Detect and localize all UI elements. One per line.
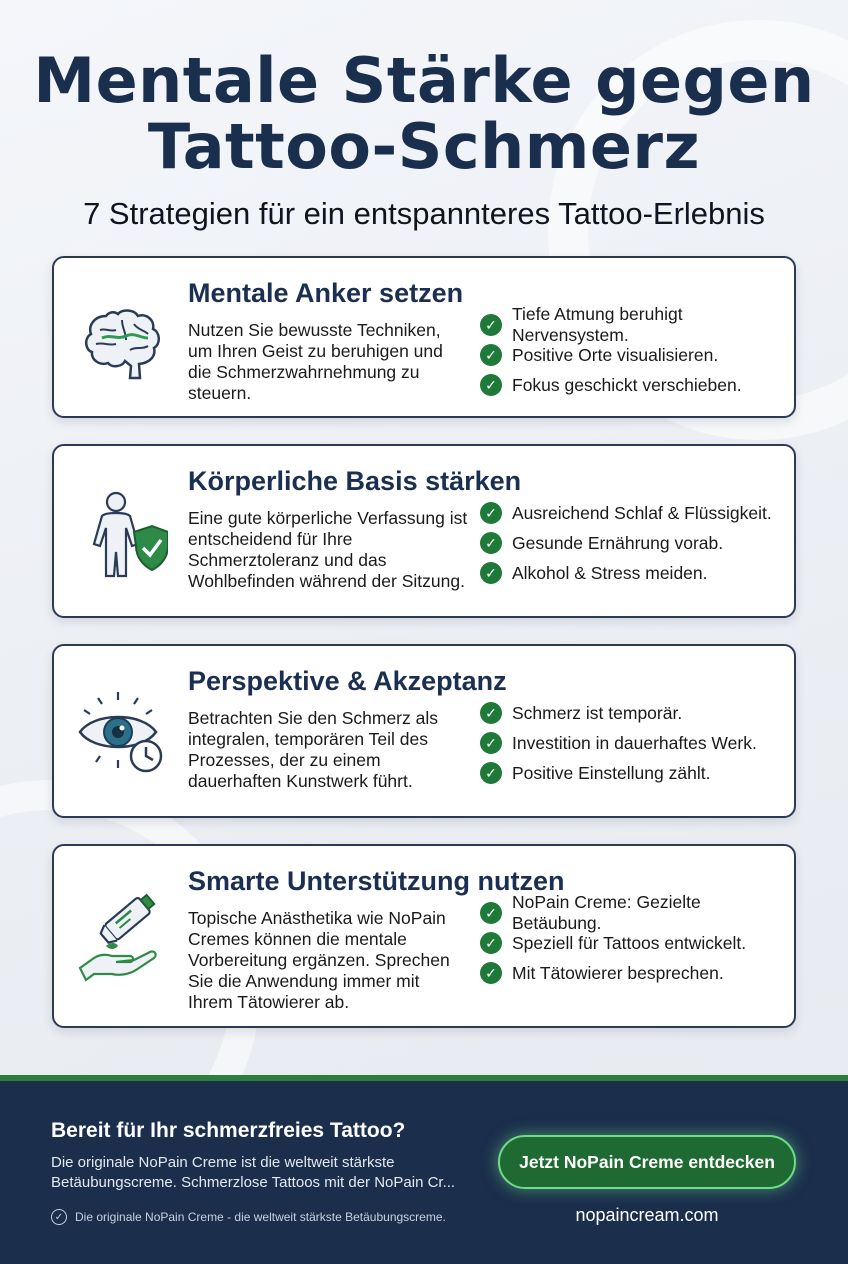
card-title: Mentale Anker setzen [188, 278, 464, 308]
eye-clock-icon [76, 688, 168, 780]
card-title: Smarte Unterstützung nutzen [188, 866, 565, 896]
list-item: ✓ Positive Einstellung zählt. [480, 758, 757, 788]
checkmark-icon: ✓ [480, 502, 502, 524]
checkmark-icon: ✓ [480, 732, 502, 754]
checkmark-icon: ✓ [480, 932, 502, 954]
card-description: Topische Anästhetika wie NoPain Cremes können die mentale Vorbereitung ergänzen. Sprechen Sie die Anwendung immer mit Ihrem Tätowierer ab. [188, 908, 450, 1012]
strategy-card-body-basis [52, 444, 796, 618]
list-item: ✓ Alkohol & Stress meiden. [480, 558, 772, 588]
list-item: ✓ Fokus geschickt verschieben. [480, 370, 794, 400]
header [0, 44, 848, 232]
list-item: ✓ NoPain Creme: Gezielte Betäubung. [480, 898, 794, 928]
checkmark-icon: ✓ [480, 962, 502, 984]
footer-note [51, 1209, 446, 1225]
strategy-card-smart-support [52, 844, 796, 1028]
footer-note-text: Die originale NoPain Creme - die weltweit stärkste Betäubungscreme. [75, 1210, 446, 1224]
strategy-card-mental-anchors [52, 256, 796, 418]
check-circle-icon: ✓ [51, 1209, 67, 1225]
card-description: Eine gute körperliche Verfassung ist entscheidend für Ihre Schmerztoleranz und das Wohlbefinden während der Sitzung. [188, 508, 468, 591]
website-link[interactable]: nopaincream.com [575, 1205, 719, 1225]
list-item: ✓ Investition in dauerhaftes Werk. [480, 728, 757, 758]
title-line-1: Mentale Stärke gegen [33, 44, 815, 117]
cream-tube-hand-icon [76, 890, 168, 982]
checkmark-icon: ✓ [480, 702, 502, 724]
checkmark-icon: ✓ [480, 374, 502, 396]
page-subtitle: 7 Strategien für ein entspannteres Tattoo-Erlebnis [83, 196, 765, 231]
card-checklist [480, 892, 794, 988]
card-title: Körperliche Basis stärken [188, 466, 522, 496]
footer-banner [0, 1075, 848, 1264]
list-item: ✓ Speziell für Tattoos entwickelt. [480, 928, 794, 958]
card-description: Betrachten Sie den Schmerz als integralen, temporären Teil des Prozesses, der zu einem dauerhaften Kunstwerk führt. [188, 708, 438, 791]
strategy-card-perspective [52, 644, 796, 818]
footer-headline: Bereit für Ihr schmerzfreies Tattoo? [51, 1119, 406, 1142]
card-title: Perspektive & Akzeptanz [188, 666, 507, 696]
card-checklist [480, 304, 794, 400]
checkmark-icon: ✓ [480, 562, 502, 584]
card-description: Nutzen Sie bewusste Techniken, um Ihren Geist zu beruhigen und die Schmerzwahrnehmung zu steuern. [188, 320, 443, 403]
discover-nopain-button[interactable]: Jetzt NoPain Creme entdecken [498, 1135, 796, 1189]
title-line-2: Tattoo-Schmerz [147, 110, 701, 183]
checkmark-icon: ✓ [480, 532, 502, 554]
card-checklist [480, 498, 772, 588]
list-item: ✓ Mit Tätowierer besprechen. [480, 958, 794, 988]
footer-description: Die originale NoPain Creme ist die weltweit stärkste Betäubungscreme. Schmerzlose Tattoos mit der NoPain Cr... [51, 1154, 456, 1191]
list-item: ✓ Ausreichend Schlaf & Flüssigkeit. [480, 498, 772, 528]
list-item: ✓ Schmerz ist temporär. [480, 698, 757, 728]
brain-icon [76, 294, 168, 386]
page-title [0, 44, 848, 183]
list-item: ✓ Positive Orte visualisieren. [480, 340, 794, 370]
body-shield-icon [76, 488, 168, 580]
list-item: ✓ Tiefe Atmung beruhigt Nervensystem. [480, 310, 794, 340]
checkmark-icon: ✓ [480, 762, 502, 784]
checkmark-icon: ✓ [480, 902, 502, 924]
card-checklist [480, 698, 757, 788]
checkmark-icon: ✓ [480, 344, 502, 366]
checkmark-icon: ✓ [480, 314, 502, 336]
list-item: ✓ Gesunde Ernährung vorab. [480, 528, 772, 558]
